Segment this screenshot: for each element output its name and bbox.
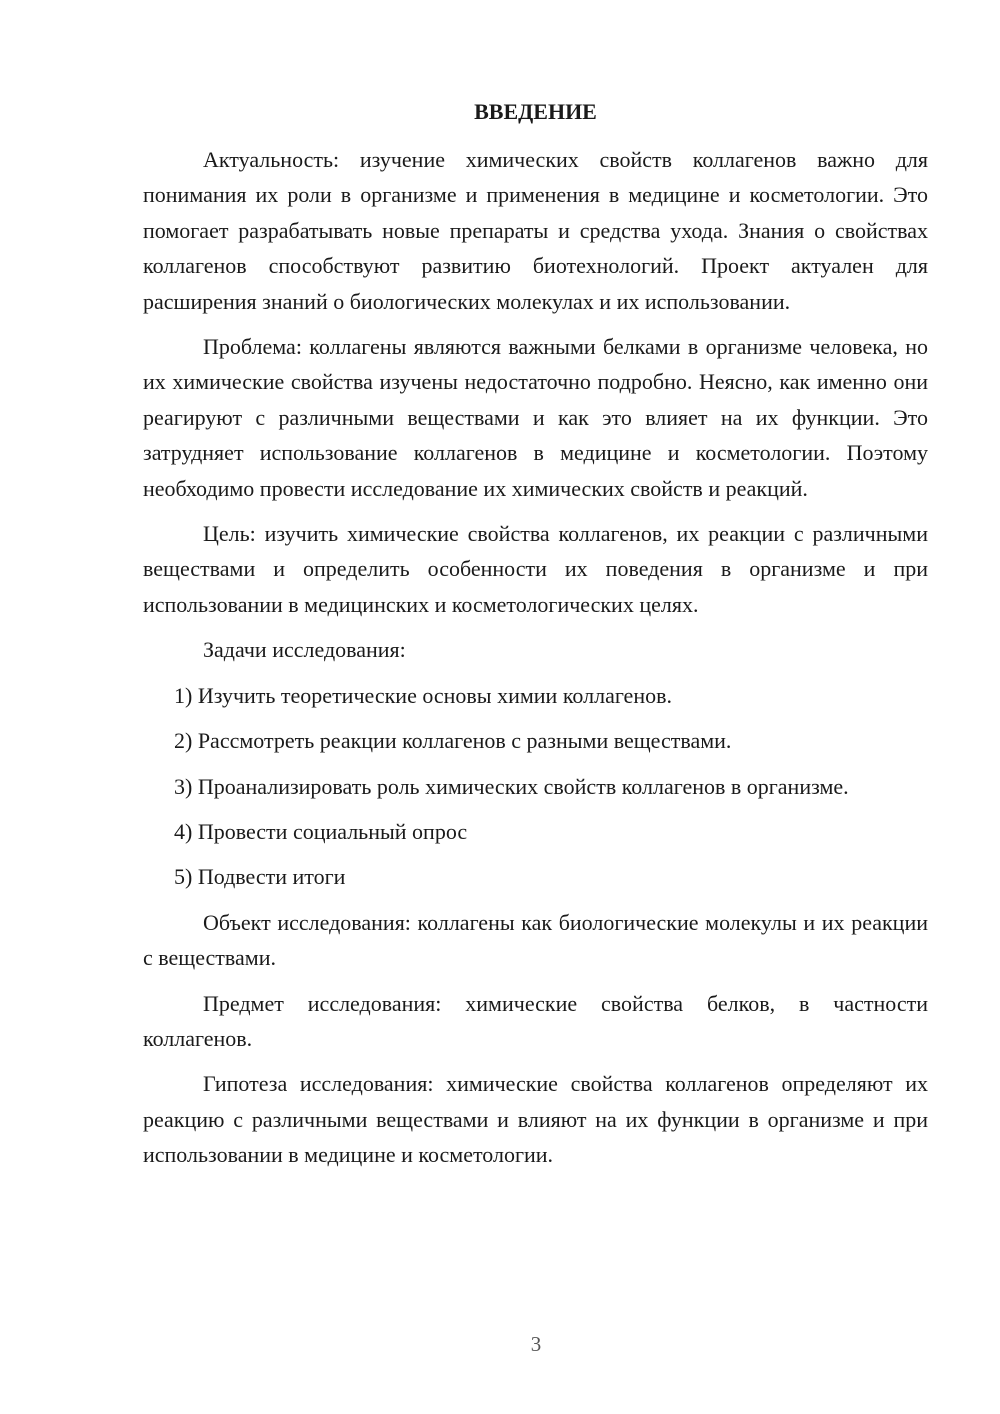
hypothesis-paragraph: Гипотеза исследования: химические свойства коллагенов определяют их реакцию с различными веществами и влияют на их функции в организме и при использовании в медицине и косметологии. — [143, 1071, 928, 1168]
task-item: 4) Провести социальный опрос — [174, 818, 468, 844]
task-item: 3) Проанализировать роль химических свойств коллагенов в организме. — [174, 773, 849, 799]
page-number: 3 — [530, 1332, 542, 1356]
page-content — [143, 94, 928, 1183]
task-item: 2) Рассмотреть реакции коллагенов с разными веществами. — [174, 728, 732, 754]
problem-paragraph: Проблема: коллагены являются важными белками в организме человека, но их химические свойства изучены недостаточно подробно. Неясно, как именно они реагируют с различными веществами и как это влияет на их функции. Это затрудняет использование коллагенов в медицине и косметологии. Поэтому необходимо провести исследование их химических свойств и реакций. — [143, 334, 928, 501]
relevance-paragraph: Актуальность: изучение химических свойств коллагенов важно для понимания их роли в организме и применения в медицине и косметологии. Это помогает разрабатывать новые препараты и средства ухода. Знания о свойствах коллагенов способствуют развитию биотехнологий. Проект актуален для расширения знаний о биологических молекулах и их использовании. — [143, 147, 928, 314]
object-paragraph: Объект исследования: коллагены как биологические молекулы и их реакции с веществами. — [143, 909, 928, 971]
page-title: ВВЕДЕНИЕ — [474, 99, 597, 124]
goal-paragraph: Цель: изучить химические свойства коллагенов, их реакции с различными веществами и определить особенности их поведения в организме и при использовании в медицинских и косметологических целях. — [143, 521, 928, 617]
task-item: 1) Изучить теоретические основы химии коллагенов. — [174, 682, 672, 708]
task-item: 5) Подвести итоги — [174, 864, 346, 890]
subject-paragraph: Предмет исследования: химические свойства белков, в частности коллагенов. — [143, 990, 928, 1051]
tasks-heading: Задачи исследования: — [203, 637, 406, 663]
